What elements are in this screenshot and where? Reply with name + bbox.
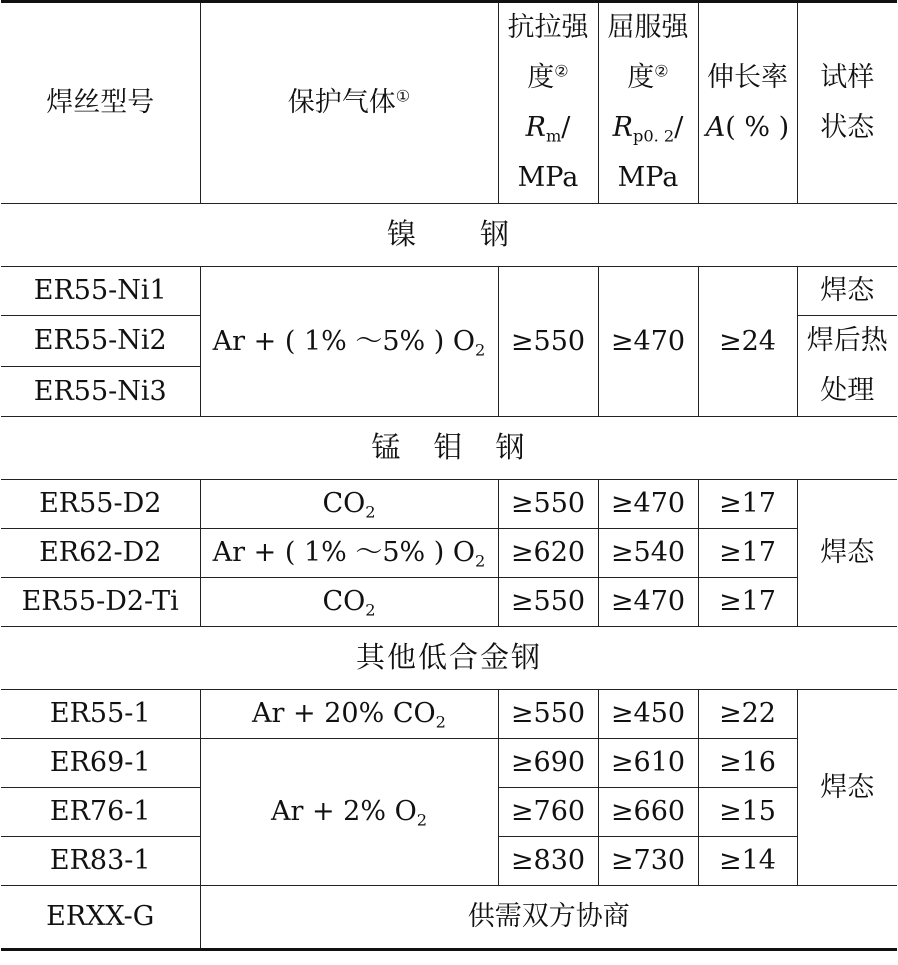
state-cell: 焊态 [797,690,897,886]
state-cell: 焊后热处理 [797,316,897,417]
elongation-cell: ≥22 [698,690,797,739]
elongation-cell: ≥14 [698,837,797,886]
elongation-cell: ≥17 [698,578,797,627]
wire-model-cell: ER55-Ni3 [1,366,200,417]
header-specimen-state: 试样 状态 [797,2,897,204]
wire-model-cell: ERXX-G [1,886,200,950]
yield-cell: ≥660 [598,788,698,837]
wire-model-cell: ER55-Ni1 [1,267,200,316]
yield-cell: ≥610 [598,739,698,788]
yield-cell: ≥730 [598,837,698,886]
tensile-cell: ≥550 [498,267,598,417]
general-note-cell: 供需双方协商 [200,886,897,950]
header-yield-strength: 屈服强 度② $R_{p0. 2}/$ MPa [598,2,698,204]
section-row-other [1,627,897,690]
shield-gas-cell: Ar + 20% $CO_2$ [200,690,498,739]
yield-cell: ≥540 [598,529,698,578]
yield-cell: ≥470 [598,578,698,627]
header-shield-gas: 保护气体① [200,2,498,204]
elongation-cell: ≥17 [698,529,797,578]
section-title-nickel: 镍 钢 [1,204,897,267]
tensile-cell: ≥550 [498,578,598,627]
yield-cell: ≥470 [598,267,698,417]
shield-gas-cell: Ar + ( 1% ～5% ) $O_2$ [200,267,498,417]
table-row [1,578,897,627]
table-row [1,739,897,788]
wire-model-cell: ER69-1 [1,739,200,788]
table-row-general [1,886,897,950]
section-title-other: 其他低合金钢 [1,627,897,690]
tensile-cell: ≥830 [498,837,598,886]
yield-cell: ≥450 [598,690,698,739]
section-row-mnmo [1,417,897,480]
wire-model-cell: ER62-D2 [1,529,200,578]
table-row [1,529,897,578]
shield-gas-cell: $CO_2$ [200,480,498,529]
elongation-cell: ≥15 [698,788,797,837]
tensile-cell: ≥620 [498,529,598,578]
header-wire-model: 焊丝型号 [1,2,200,204]
yield-cell: ≥470 [598,480,698,529]
wire-model-cell: ER55-Ni2 [1,316,200,367]
wire-model-cell: ER55-1 [1,690,200,739]
section-row-nickel [1,204,897,267]
shield-gas-cell: Ar + ( 1% ～5% ) $O_2$ [200,529,498,578]
state-cell: 焊态 [797,480,897,627]
table-row [1,690,897,739]
shield-gas-cell: Ar + 2% $O_2$ [200,739,498,886]
header-tensile-strength: 抗拉强 度② $R_m/$ MPa [498,2,598,204]
section-title-mnmo: 锰 钼 钢 [1,417,897,480]
state-cell: 焊态 [797,267,897,316]
elongation-cell: ≥16 [698,739,797,788]
tensile-cell: ≥550 [498,690,598,739]
tensile-cell: ≥690 [498,739,598,788]
wire-model-cell: ER83-1 [1,837,200,886]
wire-model-cell: ER76-1 [1,788,200,837]
wire-model-cell: ER55-D2 [1,480,200,529]
elongation-cell: ≥24 [698,267,797,417]
tensile-cell: ≥760 [498,788,598,837]
header-elongation: 伸长率 A( % ) [698,2,797,204]
welding-wire-table [1,0,897,951]
shield-gas-cell: $CO_2$ [200,578,498,627]
tensile-cell: ≥550 [498,480,598,529]
table-row [1,480,897,529]
header-row [1,2,897,204]
elongation-cell: ≥17 [698,480,797,529]
wire-model-cell: ER55-D2-Ti [1,578,200,627]
table-row [1,267,897,316]
